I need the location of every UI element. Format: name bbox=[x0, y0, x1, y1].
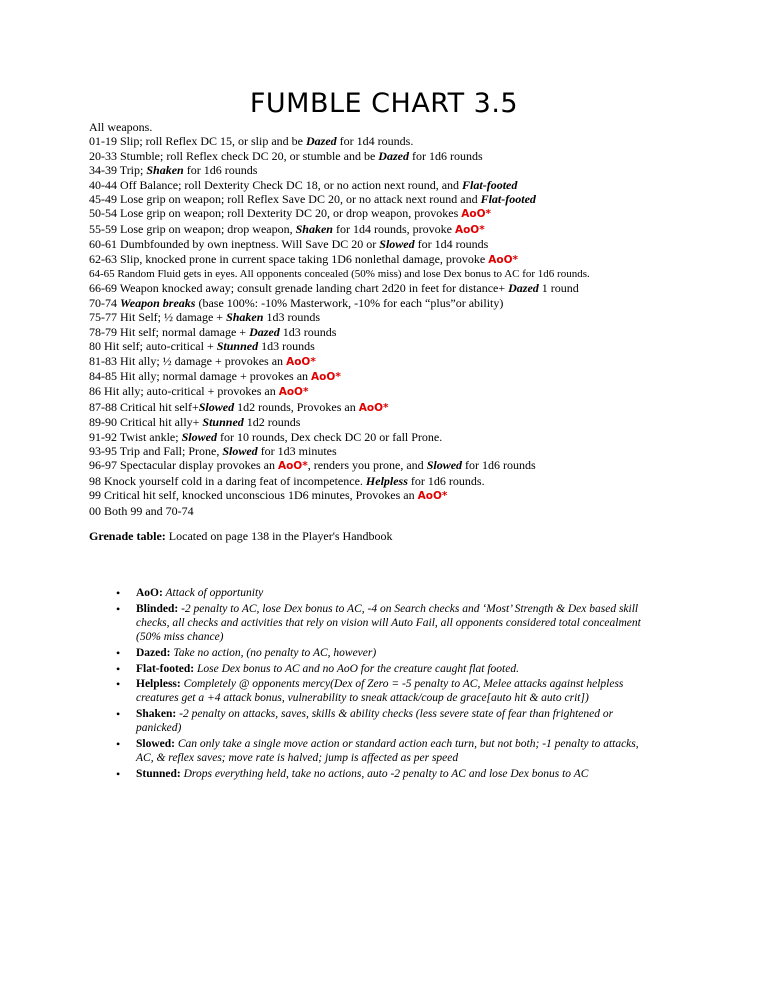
condition-term: Dazed bbox=[305, 134, 337, 149]
row-text: 99 Critical hit self, knocked unconscious 1D6 minutes, Provokes an bbox=[89, 488, 418, 503]
fumble-row bbox=[89, 504, 729, 518]
row-text: 20-33 Stumble; roll Reflex check DC 20, or stumble and be bbox=[89, 148, 379, 163]
condition-term: Slowed bbox=[222, 443, 258, 458]
row-text: 75-77 Hit Self; ½ damage + bbox=[89, 310, 227, 325]
glossary-definition: Lose Dex bonus to AC and no AoO for the creature caught flat footed. bbox=[194, 662, 519, 675]
fumble-row bbox=[89, 149, 729, 163]
row-text: (base 100%: -10% Masterwork, -10% for each “plus”or ability) bbox=[195, 295, 504, 310]
bullet-icon: • bbox=[116, 737, 121, 752]
fumble-row bbox=[89, 415, 729, 429]
aoo-marker: AoO* bbox=[277, 460, 308, 473]
fumble-row bbox=[89, 281, 729, 295]
row-text: for 10 rounds, Dex check DC 20 or fall Prone. bbox=[216, 429, 443, 444]
fumble-table bbox=[89, 120, 729, 518]
row-text: 80 Hit self; auto-critical + bbox=[89, 339, 217, 354]
condition-term: Slowed bbox=[181, 429, 217, 444]
fumble-row bbox=[89, 400, 729, 415]
row-text: 50-54 Lose grip on weapon; roll Dexterity DC 20, or drop weapon, provokes bbox=[89, 206, 462, 221]
bullet-icon: • bbox=[116, 766, 121, 781]
row-text: 84-85 Hit ally; normal damage + provokes an bbox=[89, 368, 312, 383]
intro-line: All weapons. bbox=[89, 120, 153, 134]
bullet-icon: • bbox=[116, 601, 121, 616]
row-text: 66-69 Weapon knocked away; consult grenade landing chart 2d20 in feet for distance+ bbox=[89, 281, 509, 296]
grenade-note bbox=[89, 529, 393, 544]
glossary-item bbox=[116, 707, 656, 735]
fumble-row bbox=[89, 444, 729, 458]
row-text: 78-79 Hit self; normal damage + bbox=[89, 324, 250, 339]
condition-term: Shaken bbox=[146, 163, 184, 178]
aoo-marker: AoO* bbox=[417, 490, 448, 503]
glossary-term: Blinded: bbox=[136, 602, 179, 615]
glossary-item bbox=[116, 646, 656, 660]
row-text: 98 Knock yourself cold in a daring feat of incompetence. bbox=[89, 473, 366, 488]
aoo-marker: AoO* bbox=[358, 401, 389, 414]
row-text: for 1d6 rounds bbox=[408, 148, 483, 163]
glossary-term: Flat-footed: bbox=[136, 662, 195, 675]
fumble-row bbox=[89, 369, 729, 384]
condition-term: Dazed bbox=[378, 148, 409, 163]
condition-term: Slowed bbox=[426, 458, 463, 473]
condition-term: Helpless bbox=[365, 473, 408, 488]
row-text: for 1d6 rounds bbox=[183, 163, 258, 178]
condition-term: Shaken bbox=[226, 310, 264, 325]
glossary-definition: -2 penalty to AC, lose Dex bonus to AC, -4 on Search checks and ‘Most’ Strength & Dex based skill checks, all checks and activities that rely on vision will Auto Fail, all opponents considered total concealment (50% miss chance) bbox=[136, 602, 641, 644]
row-text: 93-95 Trip and Fall; Prone, bbox=[89, 443, 223, 458]
row-text: 60-61 Dumbfounded by own ineptness. Will Save DC 20 or bbox=[89, 237, 380, 252]
fumble-row bbox=[89, 222, 729, 237]
row-text: 1 round bbox=[538, 281, 579, 296]
glossary-definition: Drops everything held, take no actions, auto -2 penalty to AC and lose Dex bonus to AC bbox=[180, 767, 589, 780]
row-text: 34-39 Trip; bbox=[89, 163, 147, 178]
condition-term: Stunned bbox=[202, 415, 244, 430]
aoo-marker: AoO* bbox=[286, 355, 316, 368]
glossary-definition: Can only take a single move action or standard action each turn, but not both; -1 penalty to attacks, AC, & reflex saves; move rate is halved; jump is affected as per speed bbox=[136, 738, 639, 765]
fumble-row bbox=[89, 339, 729, 353]
fumble-row bbox=[89, 384, 729, 399]
row-text: 87-88 Critical hit self+ bbox=[89, 399, 199, 414]
glossary-term: Slowed: bbox=[136, 738, 175, 751]
row-text: 01-19 Slip; roll Reflex DC 15, or slip and be bbox=[89, 134, 306, 149]
glossary-term: AoO: bbox=[136, 587, 163, 599]
grenade-text: Located on page 138 in the Player's Handbook bbox=[165, 529, 393, 543]
fumble-row bbox=[89, 430, 729, 444]
row-text: 81-83 Hit ally; ½ damage + provokes an bbox=[89, 353, 287, 368]
fumble-row bbox=[89, 206, 729, 221]
row-text: 55-59 Lose grip on weapon; drop weapon, bbox=[89, 221, 296, 236]
glossary-definition: Completely @ opponents mercy(Dex of Zero = -5 penalty to AC, Melee attacks against helpless creatures get a +4 attack bonus, vulnerability to sneak attack/coup de grace[auto hit & auto crit]) bbox=[136, 678, 624, 705]
aoo-marker: AoO* bbox=[461, 208, 492, 221]
glossary-item bbox=[116, 767, 656, 781]
row-text: 1d2 rounds bbox=[243, 415, 301, 430]
bullet-icon: • bbox=[116, 677, 121, 692]
fumble-row bbox=[89, 163, 729, 177]
row-text: 89-90 Critical hit ally+ bbox=[89, 415, 203, 430]
fumble-row bbox=[89, 325, 729, 339]
glossary-item bbox=[116, 602, 656, 645]
condition-term: Dazed bbox=[508, 281, 539, 296]
row-text: , renders you prone, and bbox=[307, 458, 427, 473]
row-text: for 1d6 rounds bbox=[462, 458, 536, 473]
row-text: for 1d4 rounds, provoke bbox=[332, 221, 455, 236]
fumble-row bbox=[89, 178, 729, 192]
row-text: 00 Both 99 and 70-74 bbox=[89, 503, 194, 518]
row-text: 1d3 rounds bbox=[263, 310, 321, 325]
fumble-row bbox=[89, 296, 729, 310]
glossary-item bbox=[116, 737, 656, 765]
row-text: for 1d4 rounds. bbox=[336, 134, 414, 149]
glossary-definition: -2 penalty on attacks, saves, skills & ability checks (less severe state of fear than frightened or panicked) bbox=[136, 708, 614, 735]
fumble-row bbox=[89, 267, 729, 281]
row-text: 96-97 Spectacular display provokes an bbox=[89, 458, 278, 473]
row-text: for 1d6 rounds. bbox=[407, 473, 485, 488]
glossary-item bbox=[116, 586, 656, 600]
row-text: 86 Hit ally; auto-critical + provokes an bbox=[89, 384, 279, 399]
condition-term: Flat-footed bbox=[462, 177, 518, 192]
fumble-row bbox=[89, 458, 729, 473]
condition-term: Slowed bbox=[198, 399, 235, 414]
condition-term: Flat-footed bbox=[480, 192, 536, 207]
row-text: 1d3 rounds bbox=[258, 339, 315, 354]
fumble-row bbox=[89, 474, 729, 488]
fumble-row bbox=[89, 237, 729, 251]
page-title: FUMBLE CHART 3.5 bbox=[249, 88, 519, 119]
condition-glossary bbox=[116, 586, 656, 783]
fumble-row bbox=[89, 252, 729, 267]
grenade-label: Grenade table: bbox=[89, 529, 166, 543]
fumble-row bbox=[89, 488, 729, 503]
fumble-row bbox=[89, 310, 729, 324]
condition-term: Shaken bbox=[295, 221, 333, 236]
glossary-term: Helpless: bbox=[136, 678, 181, 691]
glossary-item bbox=[116, 662, 656, 676]
row-text: 45-49 Lose grip on weapon; roll Reflex Save DC 20, or no attack next round and bbox=[89, 192, 481, 207]
glossary-term: Shaken: bbox=[136, 708, 177, 721]
glossary-definition: Take no action, (no penalty to AC, however) bbox=[170, 646, 377, 659]
glossary-term: Stunned: bbox=[136, 767, 181, 780]
bullet-icon: • bbox=[116, 661, 121, 676]
condition-term: Stunned bbox=[216, 339, 259, 354]
aoo-marker: AoO* bbox=[454, 223, 485, 236]
aoo-marker: AoO* bbox=[311, 370, 341, 383]
fumble-rows bbox=[89, 134, 729, 518]
glossary-definition: Attack of opportunity bbox=[162, 587, 264, 599]
glossary-term: Dazed: bbox=[136, 646, 171, 659]
row-text: 70-74 bbox=[89, 295, 120, 310]
fumble-row bbox=[89, 134, 729, 148]
row-text: 40-44 Off Balance; roll Dexterity Check DC 18, or no action next round, and bbox=[89, 177, 463, 192]
condition-term: Weapon breaks bbox=[120, 295, 196, 310]
bullet-icon: • bbox=[116, 645, 121, 660]
glossary-item bbox=[116, 677, 656, 705]
row-text: 1d3 rounds bbox=[279, 324, 337, 339]
condition-term: Slowed bbox=[379, 237, 415, 252]
bullet-icon: • bbox=[116, 586, 121, 600]
bullet-icon: • bbox=[116, 707, 121, 722]
fumble-row bbox=[89, 354, 729, 369]
row-text: 1d2 rounds, Provokes an bbox=[234, 399, 359, 414]
aoo-marker: AoO* bbox=[278, 386, 309, 399]
row-text: for 1d4 rounds bbox=[414, 237, 489, 252]
row-text: 91-92 Twist ankle; bbox=[89, 429, 182, 444]
row-text: 62-63 Slip, knocked prone in current space taking 1D6 nonlethal damage, provoke bbox=[89, 251, 489, 266]
fumble-row bbox=[89, 192, 729, 206]
aoo-marker: AoO* bbox=[488, 253, 518, 266]
condition-term: Dazed bbox=[249, 324, 280, 339]
row-text: 64-65 Random Fluid gets in eyes. All opponents concealed (50% miss) and lose Dex bonus to AC for 1d6 rounds. bbox=[89, 268, 590, 281]
row-text: for 1d3 minutes bbox=[257, 443, 337, 458]
